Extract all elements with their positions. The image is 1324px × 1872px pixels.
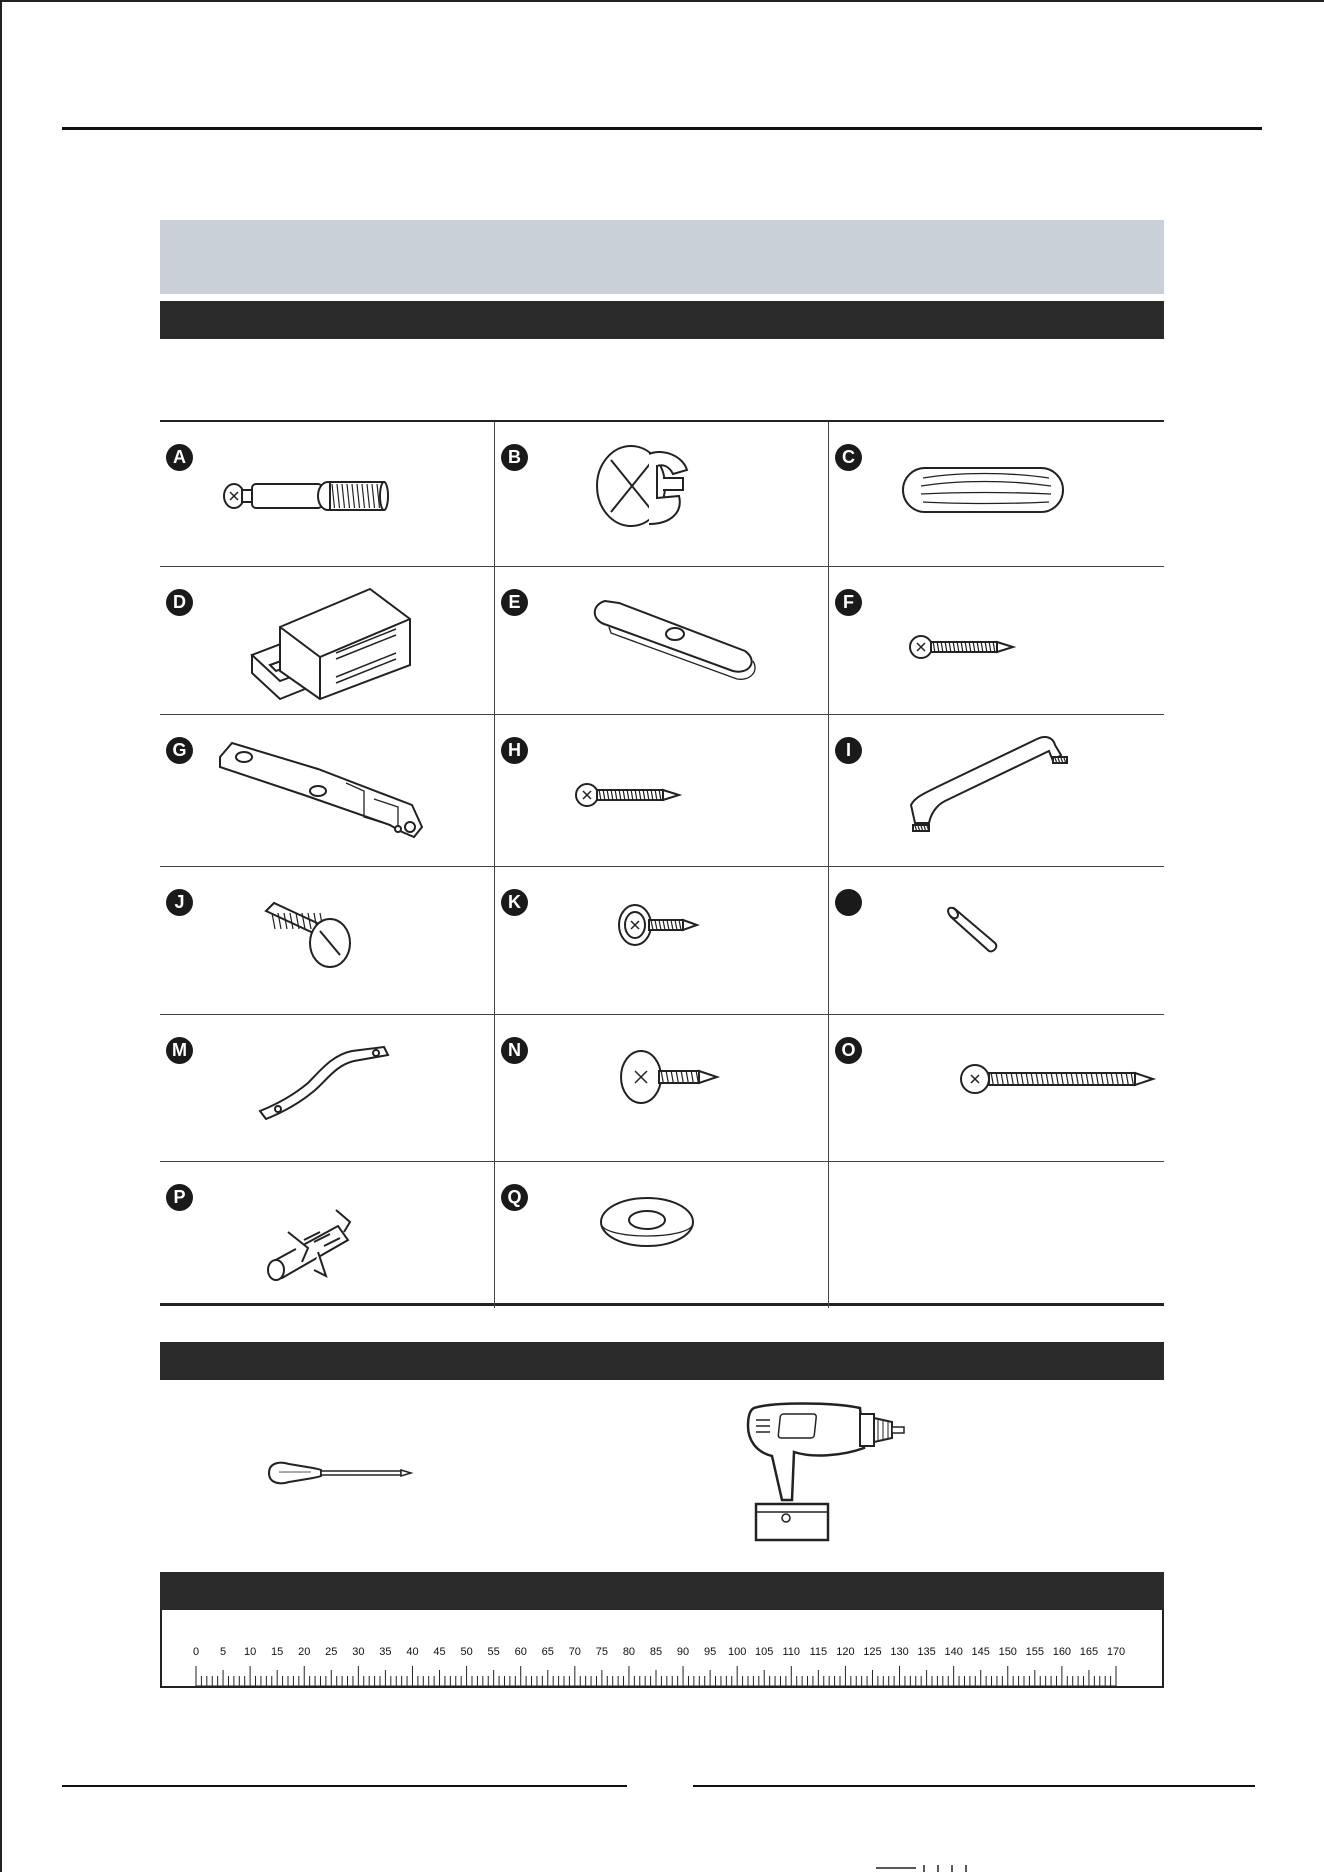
wood-screw-icon — [907, 627, 1027, 667]
part-cell — [160, 867, 495, 1015]
hardware-header-band — [160, 220, 1164, 294]
footer-rule-right — [693, 1785, 1255, 1787]
part-cell — [829, 715, 1164, 867]
part-cell — [829, 1015, 1164, 1162]
part-cell — [160, 715, 495, 867]
wood-screw-icon — [573, 775, 693, 815]
handle-icon — [903, 727, 1083, 847]
part-cell — [829, 422, 1164, 567]
part-cell — [495, 715, 829, 867]
part-letter-badge: C — [835, 444, 862, 471]
part-cell — [495, 1015, 829, 1162]
parts-grid — [160, 420, 1164, 1306]
ruler-label: 75 — [595, 1646, 608, 1658]
machine-bolt-icon — [260, 895, 370, 975]
ruler-label: 105 — [755, 1646, 774, 1658]
ruler-label: 115 — [809, 1646, 828, 1658]
part-letter-badge: G — [166, 737, 193, 764]
ruler-section-bar — [160, 1572, 1164, 1610]
part-letter-badge: N — [501, 1037, 528, 1064]
top-rule — [62, 127, 1262, 130]
part-cell — [495, 567, 829, 715]
magnetic-catch-icon — [240, 575, 470, 705]
ruler-label: 50 — [460, 1646, 473, 1658]
ruler-label: 120 — [836, 1646, 855, 1658]
part-letter-badge: B — [501, 444, 528, 471]
footer-rule-left — [62, 1785, 627, 1787]
ruler-label: 10 — [243, 1646, 257, 1658]
parts-section-bar — [160, 301, 1164, 339]
part-letter-badge: P — [166, 1184, 193, 1211]
ruler-label: 90 — [676, 1646, 690, 1658]
part-cell — [160, 1015, 495, 1162]
ruler-label: 20 — [298, 1646, 311, 1658]
ruler-label: 110 — [782, 1646, 801, 1658]
wooden-dowel-icon — [899, 462, 1069, 522]
part-letter-badge: E — [501, 589, 528, 616]
ruler-label: 45 — [433, 1646, 446, 1658]
strike-plate-icon — [587, 591, 767, 681]
truss-head-screw-icon — [617, 1043, 727, 1113]
part-cell — [495, 867, 829, 1015]
ruler-label: 95 — [703, 1646, 717, 1658]
ruler-label: 160 — [1052, 1646, 1072, 1658]
metal-pin-icon — [947, 901, 1017, 957]
washer-head-screw-icon — [613, 897, 713, 957]
ruler-label: 145 — [971, 1646, 990, 1658]
part-cell — [495, 422, 829, 567]
ruler-label: 140 — [944, 1646, 963, 1658]
ruler-label: 65 — [541, 1646, 554, 1658]
tools-section-bar — [160, 1342, 1164, 1380]
power-drill-icon — [742, 1400, 912, 1544]
ruler-label: 80 — [622, 1646, 636, 1658]
part-letter-badge: M — [166, 1037, 193, 1064]
ruler-label: 125 — [863, 1646, 882, 1658]
part-cell — [829, 867, 1164, 1015]
ruler-label: 5 — [219, 1646, 227, 1658]
part-cell — [160, 1162, 495, 1308]
ruler-label: 170 — [1106, 1646, 1126, 1658]
ruler-label: 35 — [379, 1646, 392, 1658]
part-letter-badge: K — [501, 889, 528, 916]
hinge-plate-icon — [214, 729, 444, 839]
empty-part-cell — [829, 1162, 1164, 1308]
ruler-label: 155 — [1025, 1646, 1044, 1658]
ruler-label: 130 — [890, 1646, 909, 1658]
ruler-label: 60 — [514, 1646, 527, 1658]
part-letter-badge: H — [501, 737, 528, 764]
cam-lock-icon — [583, 436, 703, 536]
part-letter-badge: O — [835, 1037, 862, 1064]
part-letter-badge: J — [166, 889, 193, 916]
ruler-label: 40 — [406, 1646, 419, 1658]
wall-anchor-icon — [264, 1192, 364, 1292]
ruler-label: 70 — [568, 1646, 581, 1658]
ruler-label: 55 — [487, 1646, 500, 1658]
part-letter-badge: Q — [501, 1184, 528, 1211]
part-letter-badge — [835, 889, 862, 916]
metal-strap-icon — [256, 1035, 396, 1135]
ruler-label: 0 — [192, 1646, 200, 1658]
part-letter-badge: F — [835, 589, 862, 616]
ruler-label: 85 — [649, 1646, 663, 1658]
ruler-label: 30 — [352, 1646, 365, 1658]
part-cell — [160, 422, 495, 567]
ruler-label: 25 — [325, 1646, 338, 1658]
part-cell — [829, 567, 1164, 715]
cam-bolt-icon — [220, 462, 400, 532]
ruler-label: 150 — [998, 1646, 1017, 1658]
part-letter-badge: A — [166, 444, 193, 471]
part-letter-badge: I — [835, 737, 862, 764]
ruler-label: 100 — [727, 1646, 747, 1658]
measurement-ruler — [160, 1610, 1164, 1688]
bottom-registration-marks — [876, 1864, 1006, 1872]
screwdriver-icon — [265, 1455, 415, 1491]
part-cell — [495, 1162, 829, 1308]
long-screw-icon — [959, 1057, 1159, 1101]
ruler-label: 165 — [1079, 1646, 1099, 1658]
ruler-label: 15 — [271, 1646, 284, 1658]
part-cell — [160, 567, 495, 715]
ruler-label: 135 — [917, 1646, 936, 1658]
flat-washer-icon — [595, 1190, 705, 1254]
part-letter-badge: D — [166, 589, 193, 616]
